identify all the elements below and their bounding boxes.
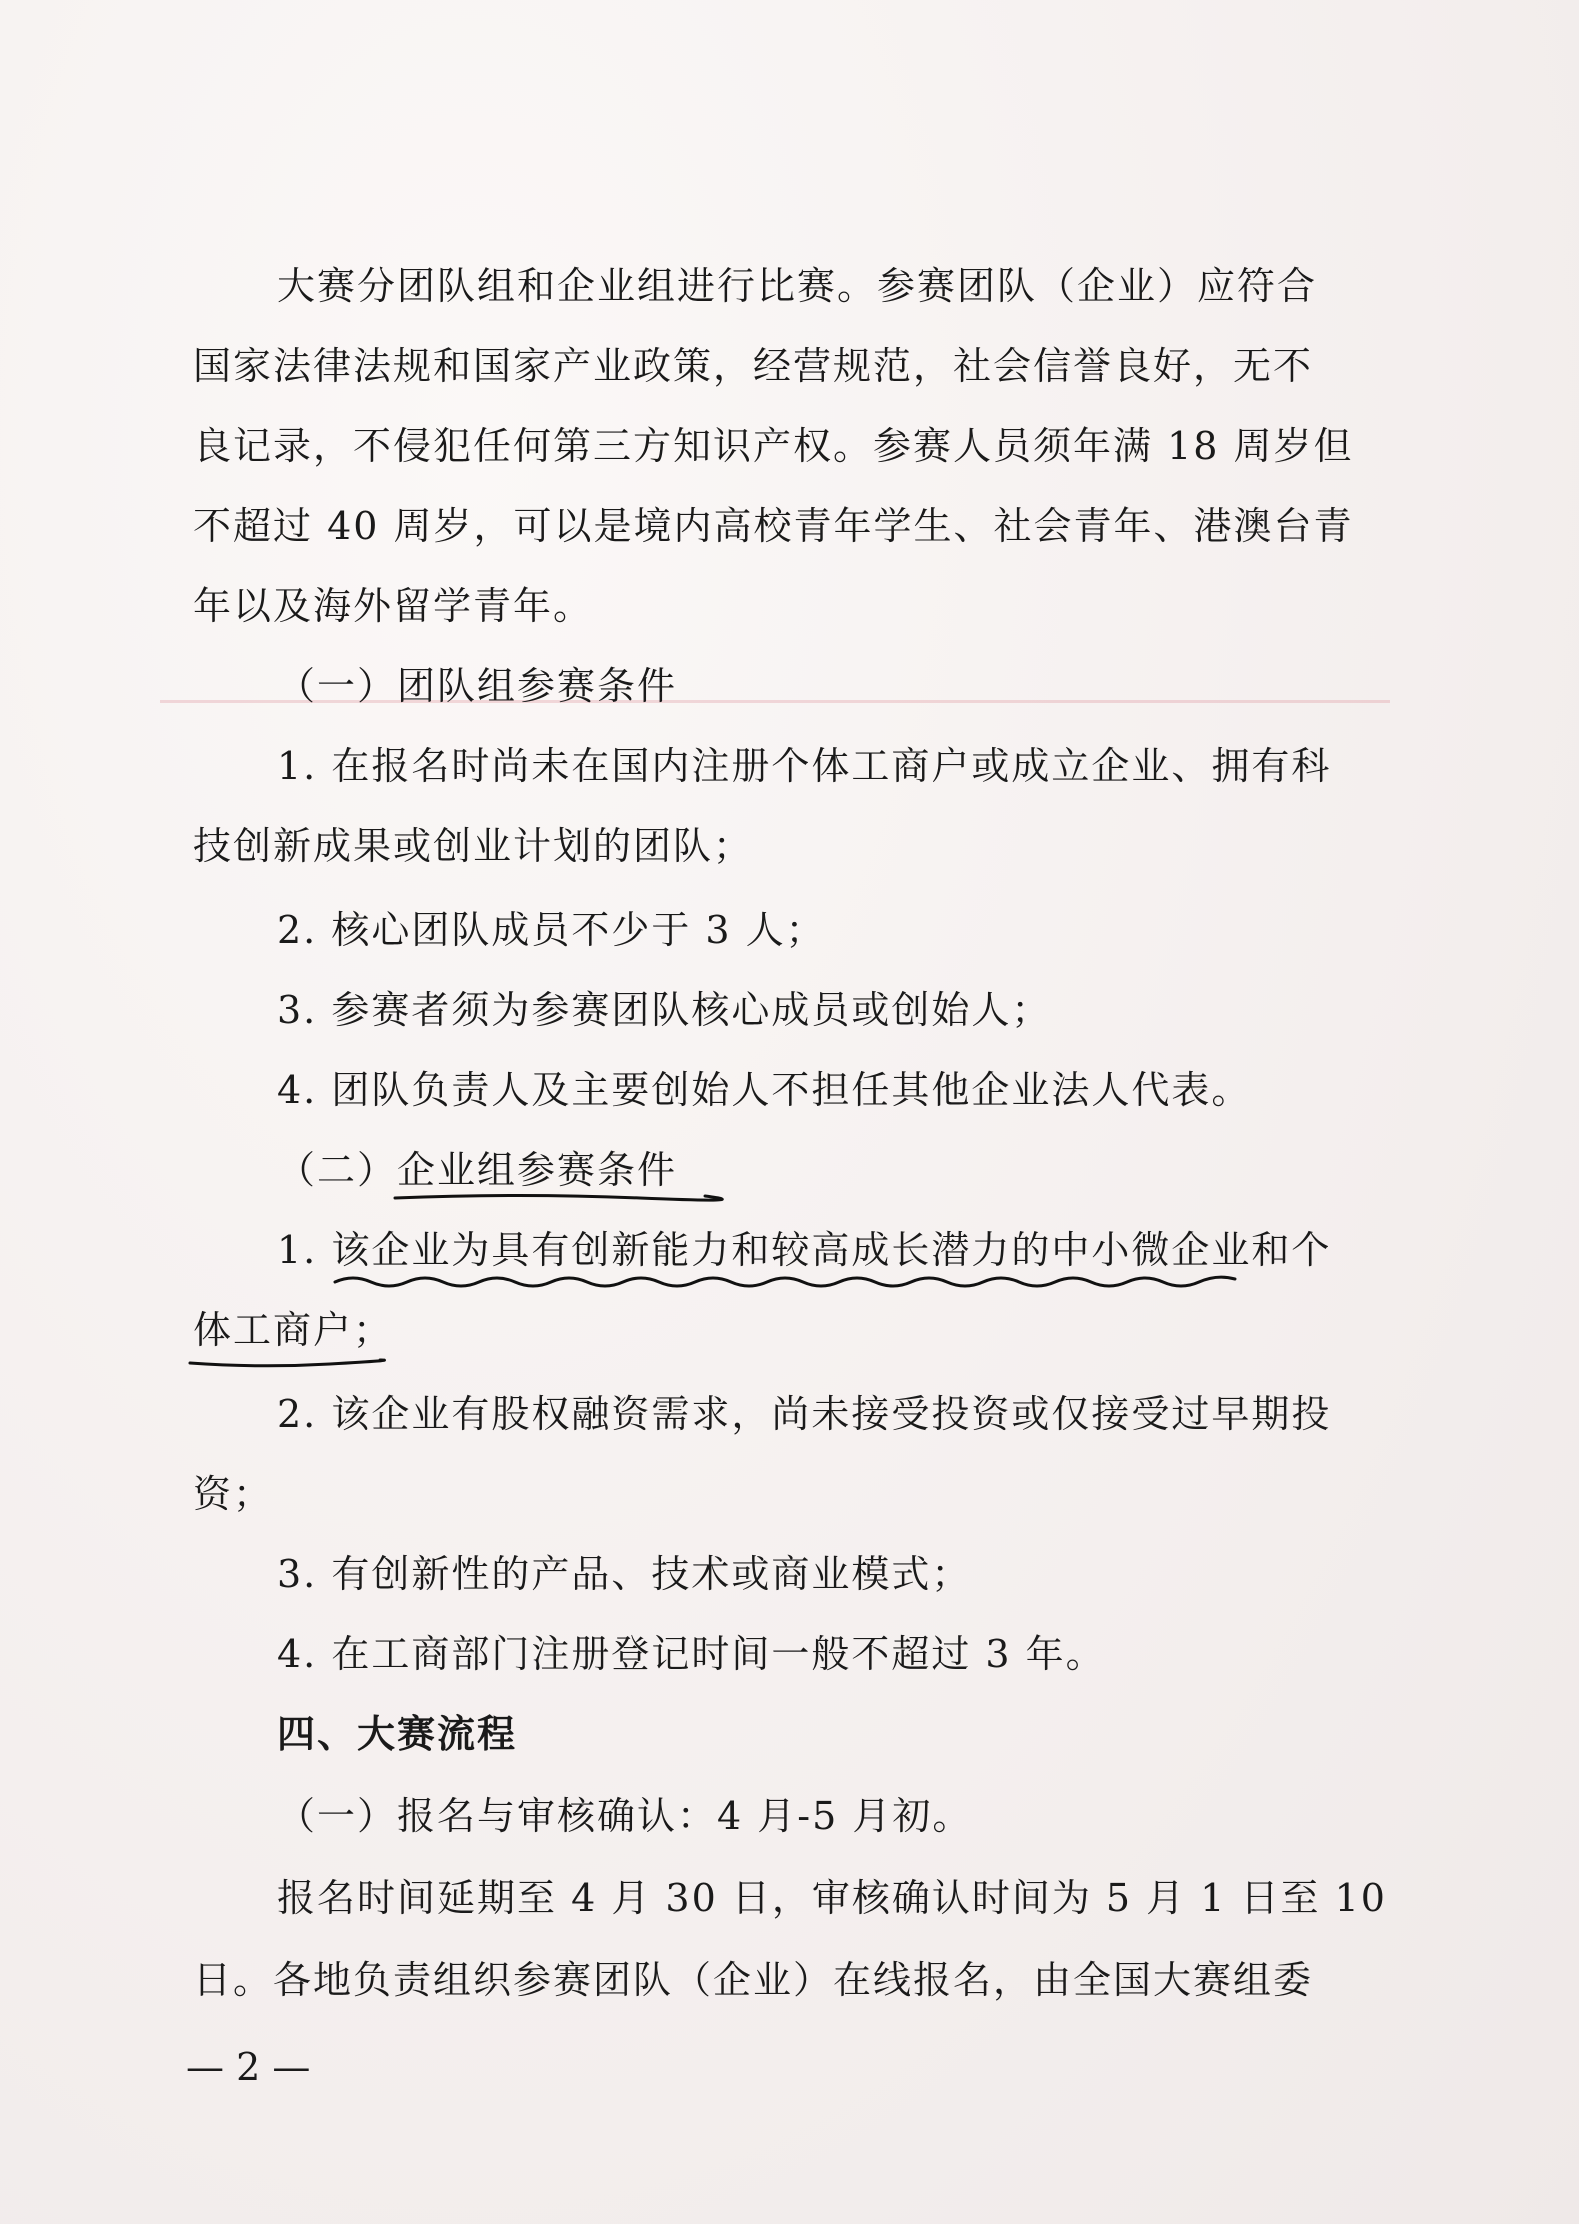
intro-line-2: 国家法律法规和国家产业政策，经营规范，社会信誉良好，无不	[193, 344, 1314, 388]
enterprise-item-1: 1. 该企业为具有创新能力和较高成长潜力的中小微企业和个	[277, 1228, 1332, 1272]
team-group-heading: （一）团队组参赛条件	[277, 664, 678, 708]
intro-line-3: 良记录，不侵犯任何第三方知识产权。参赛人员须年满 18 周岁但	[193, 424, 1354, 468]
enterprise-item-3: 3. 有创新性的产品、技术或商业模式；	[277, 1552, 972, 1596]
team-item-4: 4. 团队负责人及主要创始人不担任其他企业法人代表。	[277, 1068, 1252, 1112]
section-four-body-2: 日。各地负责组织参赛团队（企业）在线报名，由全国大赛组委	[193, 1958, 1314, 2002]
enterprise-item-1-cont: 体工商户；	[193, 1308, 394, 1352]
team-item-1: 1. 在报名时尚未在国内注册个体工商户或成立企业、拥有科	[277, 744, 1332, 788]
enterprise-item-2-cont: 资；	[193, 1472, 274, 1516]
enterprise-group-heading: （二）企业组参赛条件	[277, 1148, 678, 1192]
team-item-2: 2. 核心团队成员不少于 3 人；	[277, 908, 826, 952]
team-item-1-cont: 技创新成果或创业计划的团队；	[193, 824, 754, 868]
enterprise-item-4: 4. 在工商部门注册登记时间一般不超过 3 年。	[277, 1632, 1106, 1676]
intro-line-5: 年以及海外留学青年。	[193, 584, 594, 628]
team-item-3: 3. 参赛者须为参赛团队核心成员或创始人；	[277, 988, 1052, 1032]
section-four-subheading: （一）报名与审核确认：4 月-5 月初。	[277, 1794, 973, 1838]
enterprise-item-2: 2. 该企业有股权融资需求，尚未接受投资或仅接受过早期投	[277, 1392, 1332, 1436]
intro-line-1: 大赛分团队组和企业组进行比赛。参赛团队（企业）应符合	[277, 264, 1318, 308]
page-number: — 2 —	[186, 2045, 311, 2089]
section-four-heading: 四、大赛流程	[277, 1711, 518, 1756]
intro-line-4: 不超过 40 周岁，可以是境内高校青年学生、社会青年、港澳台青	[193, 504, 1354, 548]
section-four-body-1: 报名时间延期至 4 月 30 日，审核确认时间为 5 月 1 日至 10	[277, 1876, 1387, 1920]
